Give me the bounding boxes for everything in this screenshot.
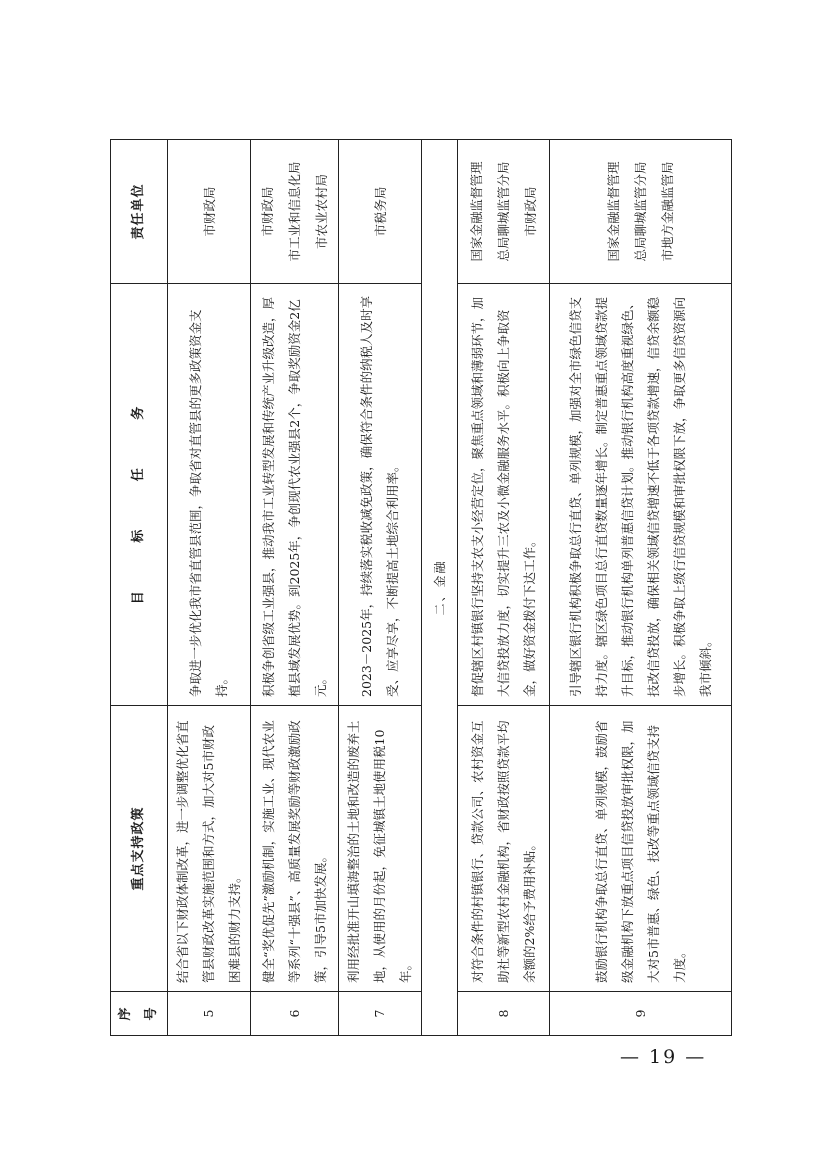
unit-line: 总局聊城监管分局 [496,161,511,262]
header-unit: 责任单位 [111,140,168,284]
row-policy: 结合省以下财政体制改革，进一步调整优化省直管县财政改革实施范围和方式，加大对5市财政困难县的财力支持。 [168,706,251,992]
row-no: 9 [550,992,732,1036]
row-task: 积极争创省级工业强县，推动我市工业转型发展和传统产业升级改造，厚植县域发展优势。到2025年，争创现代农业强县2个，争取奖励资金2亿元。 [251,284,339,706]
unit-line: 市财政局 [260,186,275,237]
row-unit [168,140,251,284]
unit-line: 市税务局 [372,186,388,237]
unit-line: 市农业农村局 [314,174,329,250]
row-policy: 对符合条件的村镇银行、贷款公司、农村资金互助社等新型农村金融机构，省财政按照贷款平均余额的2%给予费用补贴。 [458,706,550,992]
row-unit [458,140,550,284]
table-row [550,140,732,1036]
row-unit [550,140,732,284]
table-row [168,140,251,1036]
section-label: 二、金融 [422,140,458,1036]
table-row [458,140,550,1036]
row-policy: 利用经批准开山填海整治的土地和改造的废弃土地，从使用的月份起，免征城镇土地使用税10年。 [339,706,422,992]
row-task: 争取进一步优化我市省直管县范围，争取省对直管县的更多政策资金支持。 [168,284,251,706]
row-unit [339,140,422,284]
unit-line: 市工业和信息化局 [287,161,302,262]
unit-line: 总局聊城监管分局 [633,161,648,262]
row-no: 8 [458,992,550,1036]
row-no: 7 [339,992,422,1036]
unit-line: 市财政局 [523,186,538,237]
unit-line: 国家金融监督管理 [469,161,484,262]
header-no: 序号 [111,992,168,1036]
row-policy: 鼓励银行机构争取总行直贷、单列规模，鼓励省级金融机构下放重点项目信贷投放审批权限，加大对5市普惠、绿色、技改等重点领域信贷支持力度。 [550,706,732,992]
section-row [422,140,458,1036]
table-row [251,140,339,1036]
policy-table [110,139,732,1036]
rotated-table-content [110,140,713,1036]
page-number: — 19 — [620,1046,707,1068]
header-task: 目 标 任 务 [111,284,168,706]
row-no: 5 [168,992,251,1036]
row-task: 引导辖区银行机构积极争取总行直贷、单列规模，加强对全市绿色信贷支持力度。辖区绿色项目总行直贷数量逐年增长。制定普惠重点领域贷款提升目标，推动银行机构单列普惠信贷计划。推动银行机构高度重视绿色、技改信贷投放，确保相关领域信贷增速不低于各项贷款增速，信贷余额稳步增长。积极争取上级行信贷规模和审批权限下放，争取更多信贷资源向我市倾斜。 [550,284,732,706]
unit-line: 市财政局 [201,186,217,237]
row-no: 6 [251,992,339,1036]
table-header-row [111,140,168,1036]
row-task: 2023－2025年，持续落实税收减免政策，确保符合条件的纳税人及时享受、应享尽享，不断提高土地综合利用率。 [339,284,422,706]
table-row [339,140,422,1036]
rotated-table-frame [110,140,713,1036]
row-task: 督促辖区村镇银行坚持支农支小经营定位，聚焦重点领域和薄弱环节，加大信贷投放力度，切实提升三农及小微金融服务水平。积极向上争取资金，做好资金拨付下达工作。 [458,284,550,706]
row-unit [251,140,339,284]
unit-line: 国家金融监督管理 [606,161,621,262]
unit-line: 市地方金融监管局 [660,161,675,262]
header-policy: 重点支持政策 [111,706,168,992]
row-policy: 健全“奖优促先”激励机制，实施工业、现代农业等系列“十强县”、高质量发展奖励等财政激励政策，引导5市加快发展。 [251,706,339,992]
